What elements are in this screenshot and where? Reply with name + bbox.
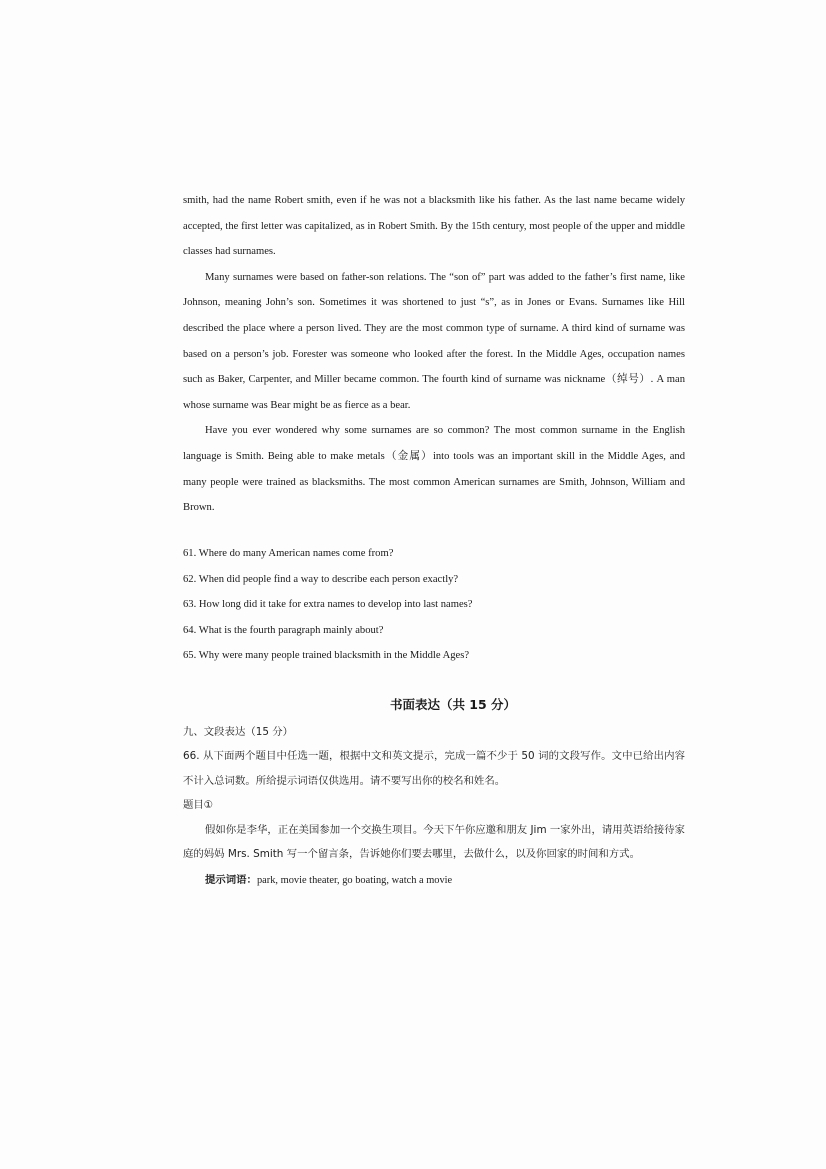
question-63: 63. How long did it take for extra names to develop into last names? bbox=[183, 599, 473, 611]
question-64: 64. What is the fourth paragraph mainly about? bbox=[183, 624, 384, 636]
topic-text: 假如你是李华，正在美国参加一个交换生项目。今天下午你应邀和朋友 Jim 一家外出，请用英语给接待家庭的妈妈 Mrs. Smith 写一个留言条，告诉她你们要去哪里，去做什么，以及你回家的时间和方式。 bbox=[183, 823, 685, 861]
passage-paragraph-2: Many surnames were based on father-son relations. The “son of” part was added to the father’s first name, like Johnson, meaning John’s son. Sometimes it was shortened to just “s”, as in Jones or Evans. Surnames like Hill described the place where a person lived. They are the most common type of surname. A third kind of surname was based on a person’s job. Forester was someone who looked after the forest. In the Middle Ages, occupation names such as Baker, Carpenter, and Miller became common. The fourth kind of surname was nickname（绰号）. A man whose surname was Bear might be as fierce as a bear. bbox=[183, 271, 685, 411]
passage-paragraph-1: smith, had the name Robert smith, even if he was not a blacksmith like his father. As the last name became widely accepted, the first letter was capitalized, as in Robert Smith. By the 15th century, most people of the upper and middle classes had surnames. bbox=[183, 195, 685, 258]
reading-passage bbox=[183, 188, 685, 521]
part-heading: 九、文段表达（15 分） bbox=[183, 726, 294, 738]
writing-instruction: 66. 从下面两个题目中任选一题，根据中文和英文提示，完成一篇不少于 50 词的文段写作。文中已给出内容不计入总词数。所给提示词语仅供选用。请不要写出你的校名和姓名。 bbox=[183, 750, 685, 787]
passage-paragraph-3: Have you ever wondered why some surnames are so common? The most common surname in the English language is Smith. Being able to make metals（金属）into tools was an important skill in the Middle Ages, and many people were trained as blacksmiths. The most common American surnames are Smith, Johnson, William and Brown. bbox=[183, 425, 685, 514]
writing-section bbox=[183, 720, 685, 894]
question-62: 62. When did people find a way to describe each person exactly? bbox=[183, 573, 459, 585]
hint-label: 提示词语： bbox=[205, 874, 257, 887]
question-list bbox=[183, 541, 685, 669]
question-65: 65. Why were many people trained blacksmith in the Middle Ages? bbox=[183, 650, 470, 662]
question-61: 61. Where do many American names come from? bbox=[183, 548, 394, 559]
topic-label: 题目① bbox=[183, 799, 214, 812]
hint-line bbox=[183, 868, 685, 893]
section-title: 书面表达（共 15 分） bbox=[389, 697, 517, 712]
hint-words: park, movie theater, go boating, watch a movie bbox=[256, 875, 453, 887]
